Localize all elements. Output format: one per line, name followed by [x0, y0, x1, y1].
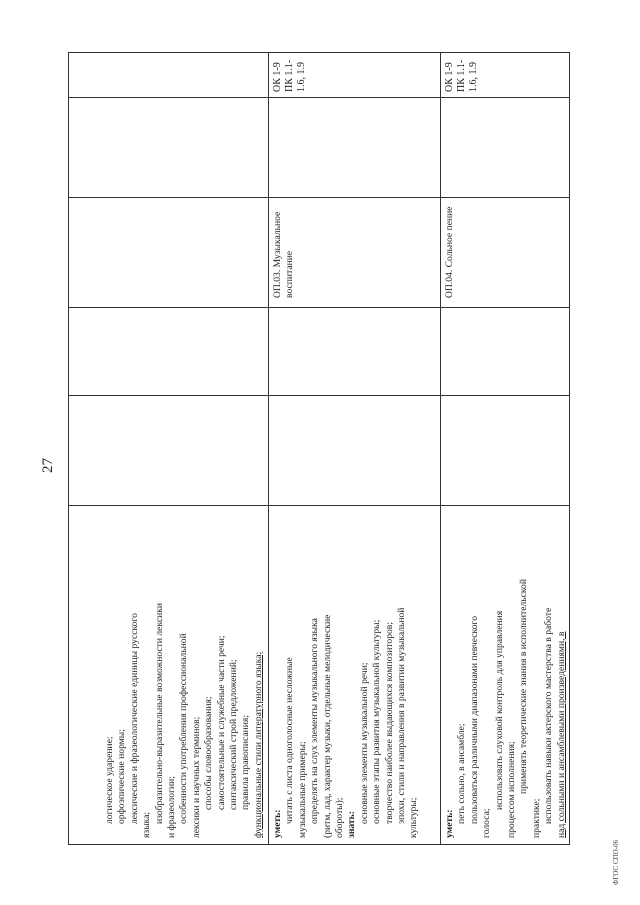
requirement-line: использовать навыки актерского мастерства в работе: [543, 607, 555, 824]
requirement-line: музыкальные примеры;: [296, 741, 308, 838]
column-divider: [69, 97, 569, 98]
requirement-line: практике;: [530, 798, 542, 838]
requirement-line: основные элементы музыкальной речи;: [358, 662, 370, 824]
requirement-line: применять теоретические знания в исполнительской: [518, 579, 530, 794]
competency-table: [68, 52, 570, 845]
requirement-line: языка;: [141, 811, 153, 838]
requirement-line: логическое ударение;: [104, 736, 115, 824]
requirement-line: способы словообразования;: [203, 696, 215, 810]
requirement-line: знать:: [346, 811, 358, 838]
requirement-line: использовать слуховой контроль для управления: [493, 610, 505, 810]
discipline-cell-row3: ОП.04. Сольное пение: [444, 206, 455, 298]
requirement-line: лексики и научных терминов;: [190, 716, 202, 838]
column-divider: [69, 307, 569, 308]
requirement-line: эпохи, стили и направления в развитии музыкальной: [396, 607, 408, 824]
requirement-line: процессом исполнения;: [506, 741, 518, 838]
requirement-line: изобразительно-выразительные возможности лексики: [153, 602, 165, 824]
row-divider: [440, 53, 441, 844]
requirement-line: голоса;: [481, 808, 493, 838]
requirement-line: пользоваться различными диапазонами певческого: [468, 616, 480, 824]
requirement-line: над сольными и ансамблевыми произведениями, в: [555, 631, 567, 838]
requirement-line: уметь:: [444, 809, 455, 838]
requirement-line: правила правописания;: [240, 715, 252, 810]
column-divider: [69, 505, 569, 506]
requirement-line: обороты);: [334, 797, 346, 838]
requirement-line: уметь:: [272, 809, 283, 838]
requirement-line: читать с листа одноголосные несложные: [284, 657, 296, 824]
column-divider: [69, 197, 569, 198]
requirement-line: самостоятельные и служебные части речи;: [215, 635, 227, 810]
requirement-line: синтаксический строй предложений;: [228, 659, 240, 810]
requirement-line: творчество наиболее выдающихся композиторов;: [383, 622, 395, 824]
discipline-cell-row2: ОП.03. Музыкальное воспитание: [272, 211, 296, 298]
requirement-line: орфоэпические нормы;: [116, 729, 128, 824]
requirements-cell-row2: [272, 608, 421, 838]
requirement-line: и фразеологии;: [166, 776, 178, 838]
codes-cell-row2: ОК 1-9 ПК 1.1-1.6, 1.9: [272, 59, 307, 92]
requirement-line: функциональные стили литературного языка;: [252, 651, 264, 838]
requirement-line: определять на слух элементы музыкального языка: [309, 618, 321, 824]
requirement-line: особенности употребления профессиональной: [178, 633, 190, 824]
requirement-line: основные этапы развития музыкальной культуры;: [371, 619, 383, 824]
row-divider: [268, 53, 269, 844]
requirement-line: петь сольно, в ансамбле;: [456, 723, 468, 824]
requirement-line: культуры;: [408, 797, 420, 838]
requirements-cell-row1: [104, 603, 265, 838]
column-divider: [69, 395, 569, 396]
requirement-line: (ритм, лад, характер музыки, отдельные мелодические: [321, 614, 333, 838]
requirement-line: лексические и фразеологические единицы русского: [128, 613, 140, 824]
footer-mark: ФГОС СПО-06: [612, 839, 620, 885]
requirements-cell-row3: [444, 579, 568, 838]
page-number: 27: [40, 458, 56, 473]
codes-cell-row3: ОК 1-9 ПК 1.1-1.6, 1.9: [444, 59, 479, 92]
